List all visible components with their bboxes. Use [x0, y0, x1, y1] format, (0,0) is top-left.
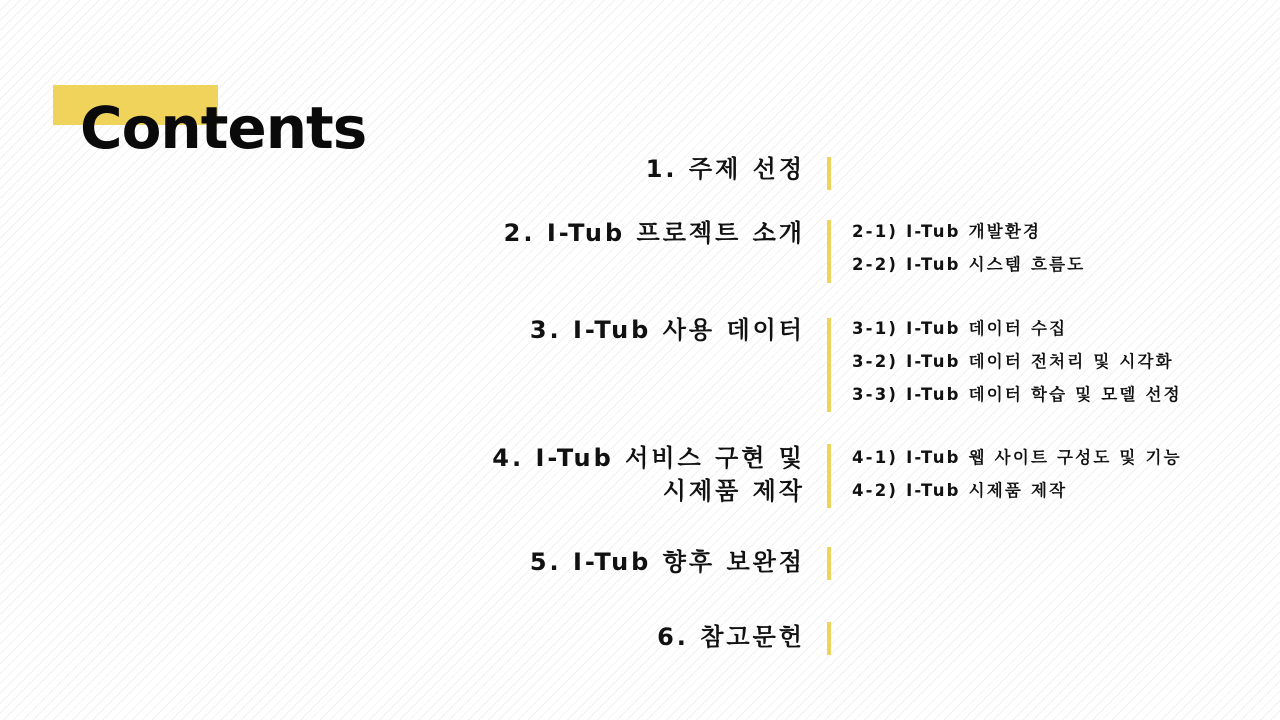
list-item: 2-1) I-Tub 개발환경: [852, 222, 1042, 241]
section-divider-bar: [827, 318, 831, 412]
section-divider-bar: [827, 622, 831, 655]
section-divider-bar: [827, 547, 831, 580]
list-item: 2-2) I-Tub 시스템 흐름도: [852, 255, 1086, 274]
section-3: [400, 314, 1280, 414]
page-title: Contents: [80, 94, 367, 162]
sub-item-list: [852, 441, 1182, 507]
section-6: [400, 621, 1280, 661]
section-4: [400, 442, 1280, 512]
section-title: 4. I-Tub 서비스 구현 및 시제품 제작: [492, 444, 805, 505]
section-divider-bar: [827, 157, 831, 190]
section-divider-bar: [827, 220, 831, 283]
sub-item-list: [852, 312, 1182, 411]
list-item: 4-2) I-Tub 시제품 제작: [852, 481, 1068, 500]
sub-item-list: [852, 215, 1085, 281]
section-divider-bar: [827, 444, 831, 508]
section-title: 6. 참고문헌: [657, 623, 805, 651]
list-item: 3-1) I-Tub 데이터 수집: [852, 319, 1068, 338]
section-5: [400, 546, 1280, 586]
section-title: 2. I-Tub 프로젝트 소개: [503, 219, 805, 247]
section-2: [400, 217, 1280, 287]
section-title: 3. I-Tub 사용 데이터: [529, 316, 805, 344]
section-title: 1. 주제 선정: [645, 155, 805, 183]
list-item: 4-1) I-Tub 웹 사이트 구성도 및 기능: [852, 448, 1182, 467]
list-item: 3-3) I-Tub 데이터 학습 및 모델 선정: [852, 385, 1182, 404]
list-item: 3-2) I-Tub 데이터 전처리 및 시각화: [852, 352, 1174, 371]
section-title: 5. I-Tub 향후 보완점: [529, 548, 805, 576]
section-1: [400, 153, 1280, 193]
